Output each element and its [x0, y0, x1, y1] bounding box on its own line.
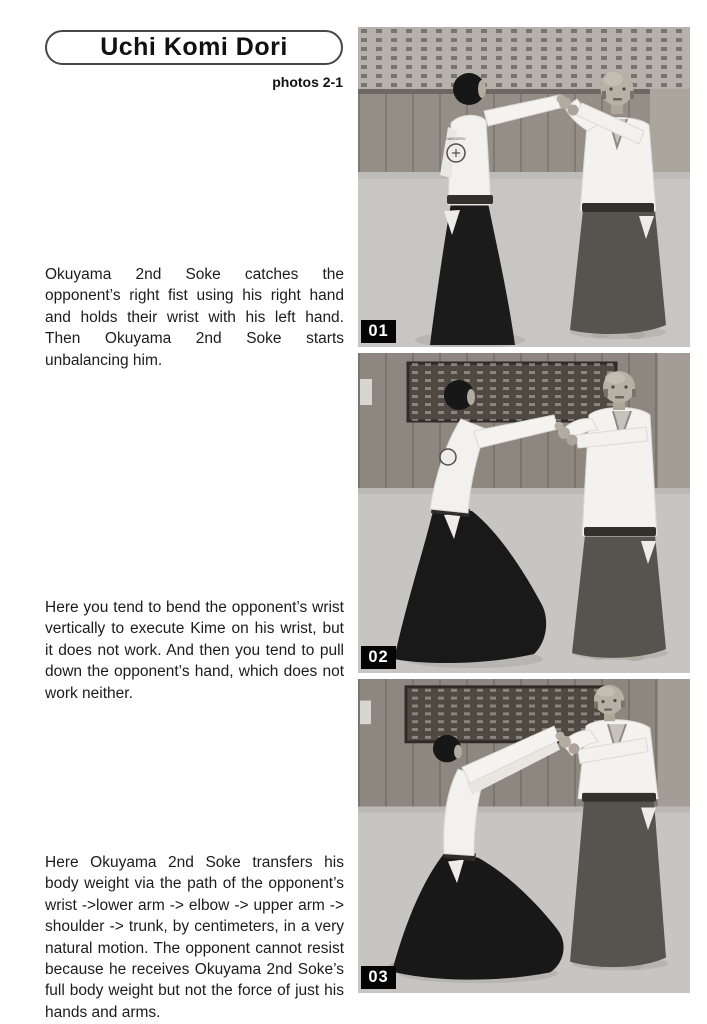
photo-01-illustration [358, 27, 690, 347]
photo-02-illustration [358, 353, 690, 673]
caption-photo-02: Here you tend to bend the opponent’s wrist vertically to execute Kime on his wrist, but it does not work. And then you tend to pull down the opponent’s hand, which does not work neither. [45, 599, 344, 702]
photo-02-number-badge: 02 [361, 646, 396, 669]
photo-01 [358, 27, 690, 347]
photo-02 [358, 353, 690, 673]
gi-back-patch-text: HAKKORYU [446, 137, 466, 141]
photo-set-label: photos 2-1 [272, 74, 343, 90]
photo-03-number-badge: 03 [361, 966, 396, 989]
section-title: Uchi Komi Dori [100, 33, 288, 61]
caption-photo-01: Okuyama 2nd Soke catches the opponent’s right fist using his right hand and holds their wrist with his left hand. Then Okuyama 2nd Soke starts unbalancing him. [45, 266, 344, 369]
gi-back-patch [440, 449, 456, 465]
photo-03-illustration [358, 679, 690, 993]
photo-01-number-badge: 01 [361, 320, 396, 343]
photo-03 [358, 679, 690, 993]
caption-photo-03: Here Okuyama 2nd Soke transfers his body weight via the path of the opponent’s wrist ->lower arm -> elbow -> upper arm -> shoulder -> trunk, by centimeters, in a very natural motion. The opponent cannot resist because he receives Okuyama 2nd Soke’s full body weight but not the force of just his hands and arms. [45, 854, 344, 1021]
section-title-box [45, 30, 343, 65]
